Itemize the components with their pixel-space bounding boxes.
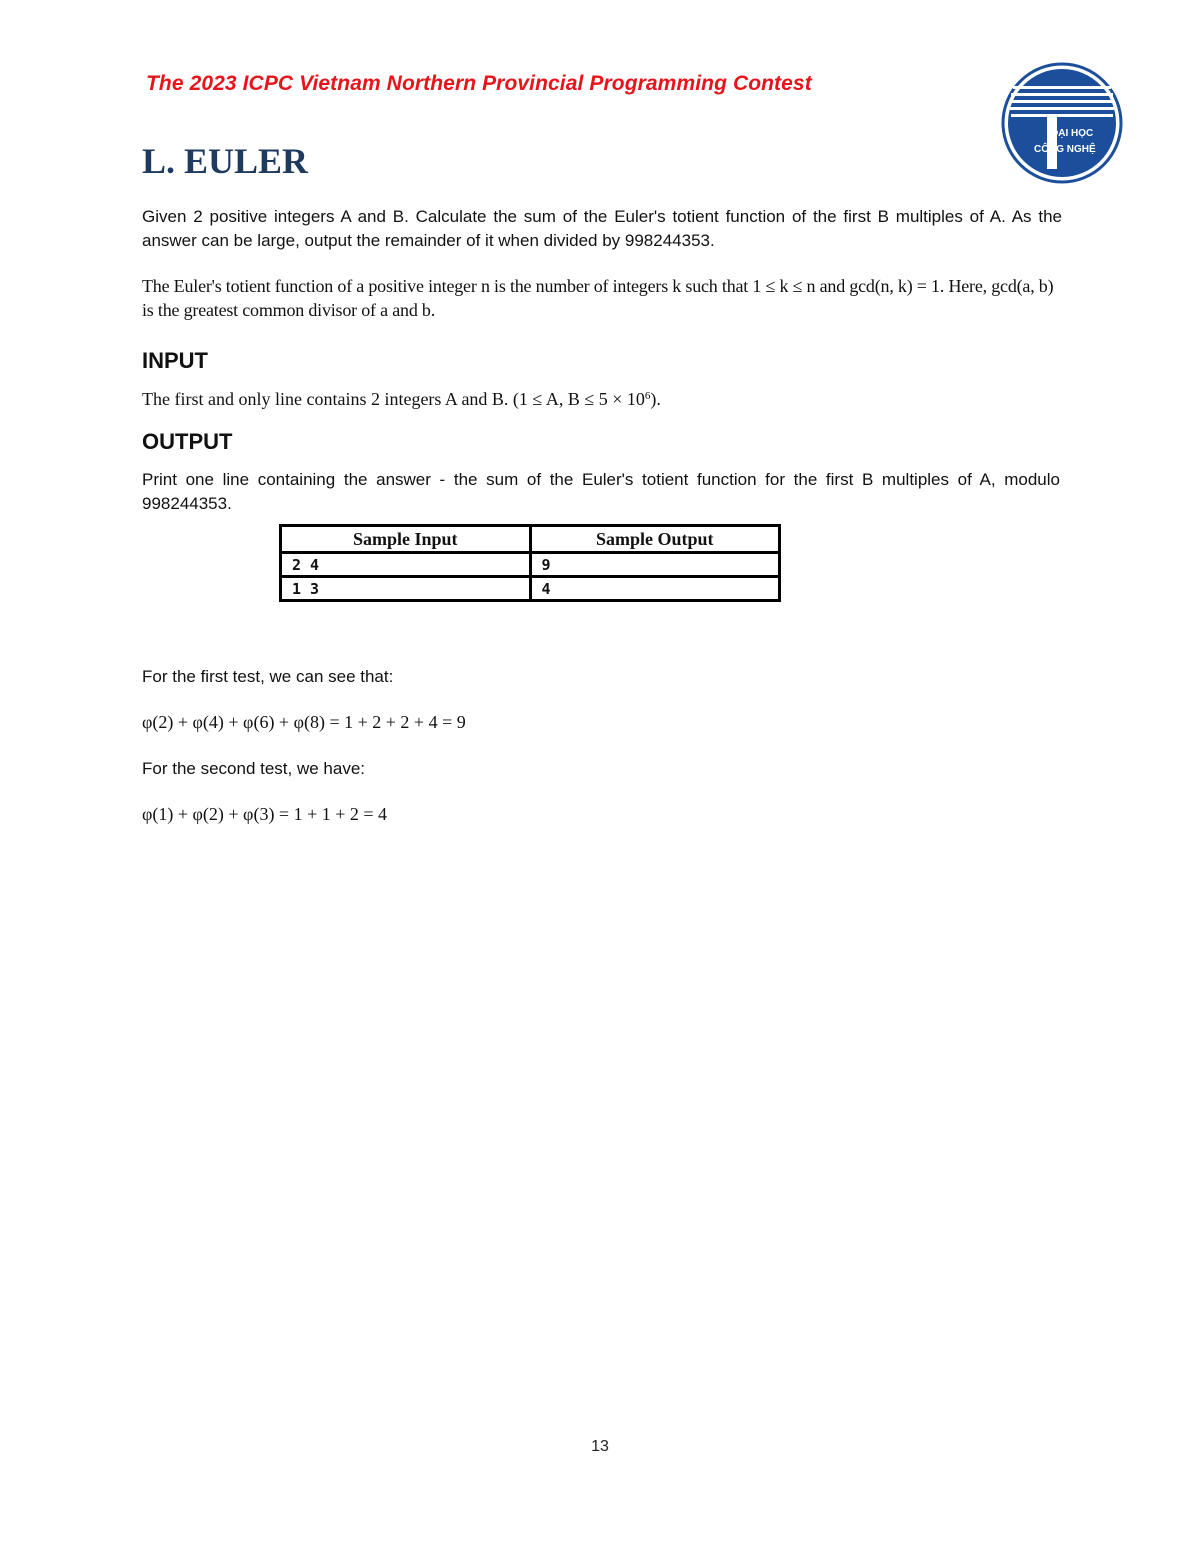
sample-table-header xyxy=(281,526,780,553)
first-test-intro: For the first test, we can see that: xyxy=(142,667,394,686)
second-test-intro: For the second test, we have: xyxy=(142,759,366,778)
table-row xyxy=(281,577,780,601)
second-test-formula: φ(1) + φ(2) + φ(3) = 1 + 1 + 2 = 4 xyxy=(142,804,388,824)
input-heading: INPUT xyxy=(142,348,208,373)
sample-input-cell: 1 3 xyxy=(281,577,531,601)
sample-input-cell: 2 4 xyxy=(281,553,531,577)
sample-output-cell: 9 xyxy=(530,553,780,577)
page-number: 13 xyxy=(591,1438,609,1455)
exponent: 6 xyxy=(644,390,651,402)
sample-output-header: Sample Output xyxy=(530,526,780,553)
contest-title: The 2023 ICPC Vietnam Northern Provincial Programming Contest xyxy=(146,72,812,95)
first-test-formula: φ(2) + φ(4) + φ(6) + φ(8) = 1 + 2 + 2 + 4 = 9 xyxy=(142,712,466,732)
logo-text-line2: CÔNG NGHỆ xyxy=(1034,144,1096,155)
university-logo xyxy=(1001,62,1123,184)
problem-title: L. EULER xyxy=(142,141,309,181)
sample-table xyxy=(279,524,781,602)
table-row xyxy=(281,553,780,577)
output-description: Print one line containing the answer - the sum of the Euler's totient function for the first B multiples of A, modulo 998244353. xyxy=(142,470,1060,513)
totient-definition: The Euler's totient function of a positive integer n is the number of integers k such that 1 ≤ k ≤ n and gcd(n, k) = 1. Here, gcd(a, b) is the greatest common divisor of a and b. xyxy=(142,276,1054,320)
problem-statement: Given 2 positive integers A and B. Calculate the sum of the Euler's totient function of the first B multiples of A. As the answer can be large, output the remainder of it when divided by 998244353. xyxy=(142,207,1062,250)
output-heading: OUTPUT xyxy=(142,429,233,454)
sample-input-header: Sample Input xyxy=(281,526,531,553)
logo-text-line1: ĐẠI HỌC xyxy=(1051,128,1094,139)
sample-output-cell: 4 xyxy=(530,577,780,601)
input-description: The first and only line contains 2 integers A and B. (1 ≤ A, $B \le 5 \times 10^6$). xyxy=(142,389,661,409)
